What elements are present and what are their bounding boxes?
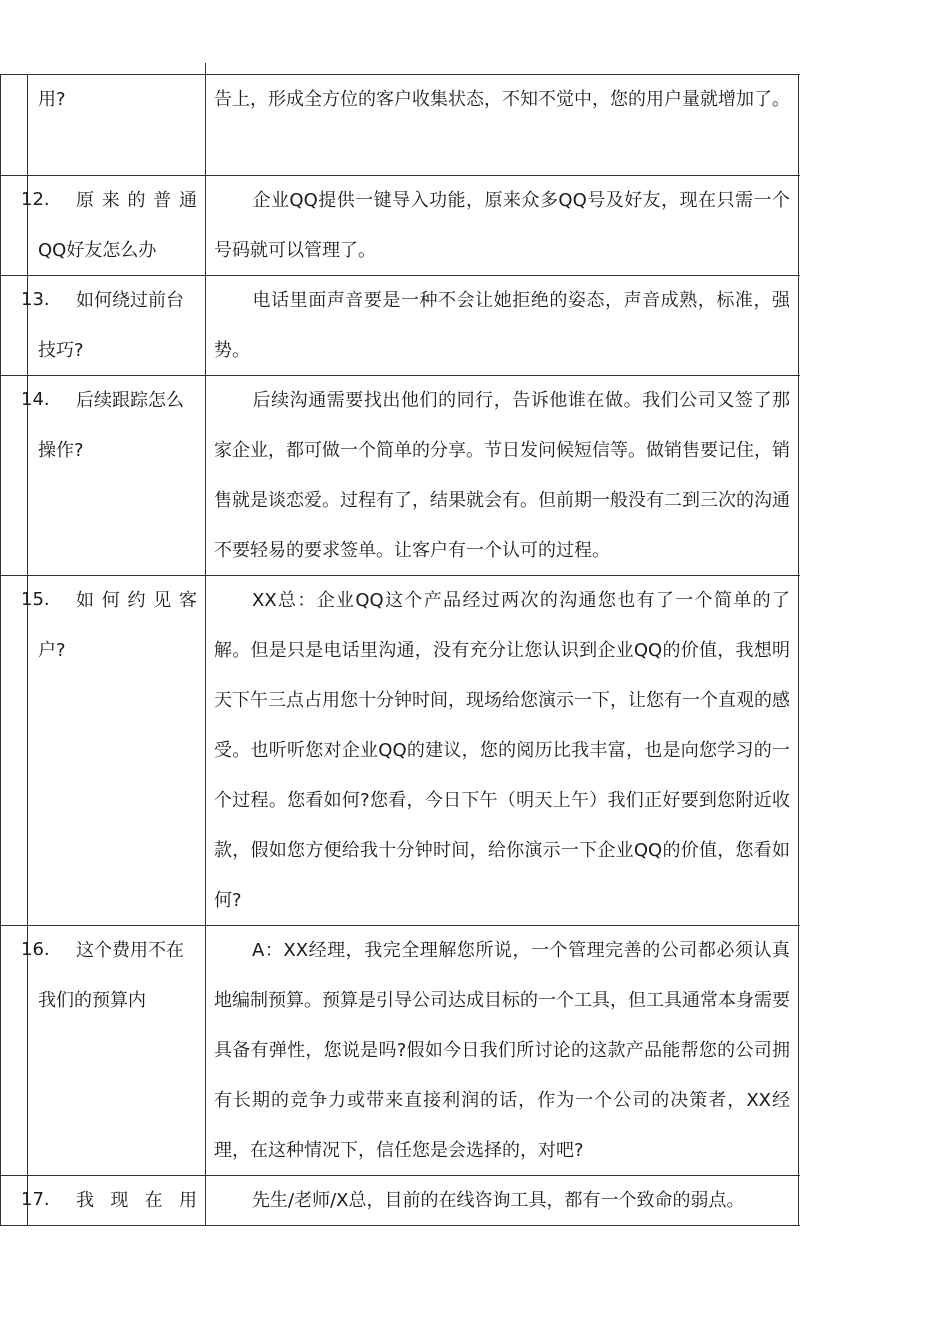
question-cell [28, 264, 206, 375]
question-text-line1: 如何约见客 [76, 590, 197, 611]
row-number-cell [0, 176, 50, 275]
question-text-line1: 如何绕过前台 [76, 290, 184, 311]
answer-text: A：XX经理，我完全理解您所说，一个管理完善的公司都必须认真地编制预算。预算是引导公司达成目标的一个工具，但工具通常本身需要具备有弹性，您说是吗?假如今日我们所讨论的这款产品能帮您的公司拥有长期的竞争力或带来直接利润的话，作为一个公司的决策者，XX经理，在这种情况下，信任您是会选择的，对吧? [214, 940, 790, 1161]
row-number: 17. [21, 1189, 50, 1210]
table-row [0, 576, 800, 926]
question-cell [28, 564, 206, 925]
table-row [0, 926, 800, 1176]
question-text-line2: 技巧? [38, 340, 84, 361]
table-row [0, 75, 800, 176]
answer-text: XX总：企业QQ这个产品经过两次的沟通您也有了一个简单的了解。但是只是电话里沟通，没有充分让您认识到企业QQ的价值，我想明天下午三点占用您十分钟时间，现场给您演示一下，让您有一个直观的感受。也听听您对企业QQ的建议，您的阅历比我丰富，也是向您学习的一个过程。您看如何?您看，今日下午（明天上午）我们正好要到您附近收款，假如您方便给我十分钟时间，给你演示一下企业QQ的价值，您看如何? [214, 590, 790, 911]
answer-cell [206, 576, 799, 925]
row-number-cell [0, 576, 50, 925]
table-row [0, 176, 800, 276]
row-number-cell [0, 926, 50, 1175]
row-number-cell [0, 276, 50, 375]
question-cell [28, 63, 206, 175]
answer-text: 企业QQ提供一键导入功能，原来众多QQ号及好友，现在只需一个号码就可以管理了。 [214, 190, 790, 261]
question-text-line1: 后续跟踪怎么 [76, 390, 184, 411]
row-number-cell [0, 376, 50, 575]
question-text-line2: 操作? [38, 440, 84, 461]
question-text-line1: 原来的普通 [76, 190, 197, 211]
answer-text: 先生/老师/X总，目前的在线咨询工具，都有一个致命的弱点。 [252, 1190, 745, 1211]
row-number-cell [0, 75, 28, 175]
question-cell [28, 1164, 206, 1225]
question-cell [28, 164, 206, 275]
question-text-line2: 户? [38, 640, 66, 661]
answer-cell [206, 376, 799, 575]
table-row [0, 276, 800, 376]
qa-table [0, 74, 800, 1226]
answer-cell [206, 926, 799, 1175]
question-text-line1: 我现在用 [76, 1190, 197, 1211]
answer-cell [206, 75, 799, 175]
question-text-line2: 我们的预算内 [38, 990, 146, 1011]
answer-text: 后续沟通需要找出他们的同行，告诉他谁在做。我们公司又签了那家企业，都可做一个简单的分享。节日发问候短信等。做销售要记住，销售就是谈恋爱。过程有了，结果就会有。但前期一般没有二到三次的沟通不要轻易的要求签单。让客户有一个认可的过程。 [214, 390, 790, 561]
question-cell [28, 914, 206, 1175]
question-text-line1: 这个费用不在 [76, 940, 184, 961]
row-number: 16. [21, 939, 50, 960]
question-text: 用? [38, 89, 66, 110]
answer-text: 电话里面声音要是一种不会让她拒绝的姿态，声音成熟，标准，强势。 [214, 290, 790, 361]
row-number-cell [0, 1176, 50, 1225]
answer-cell [206, 1176, 799, 1225]
table-row [0, 1176, 800, 1226]
answer-cell [206, 176, 799, 275]
row-number: 12. [21, 189, 50, 210]
table-row [0, 376, 800, 576]
answer-text: 告上，形成全方位的客户收集状态，不知不觉中，您的用户量就增加了。 [214, 89, 790, 110]
question-text-line2: QQ好友怎么办 [38, 240, 157, 261]
row-number: 13. [21, 289, 50, 310]
answer-cell [206, 276, 799, 375]
question-cell [28, 364, 206, 575]
row-number: 15. [21, 589, 50, 610]
row-number: 14. [21, 389, 50, 410]
